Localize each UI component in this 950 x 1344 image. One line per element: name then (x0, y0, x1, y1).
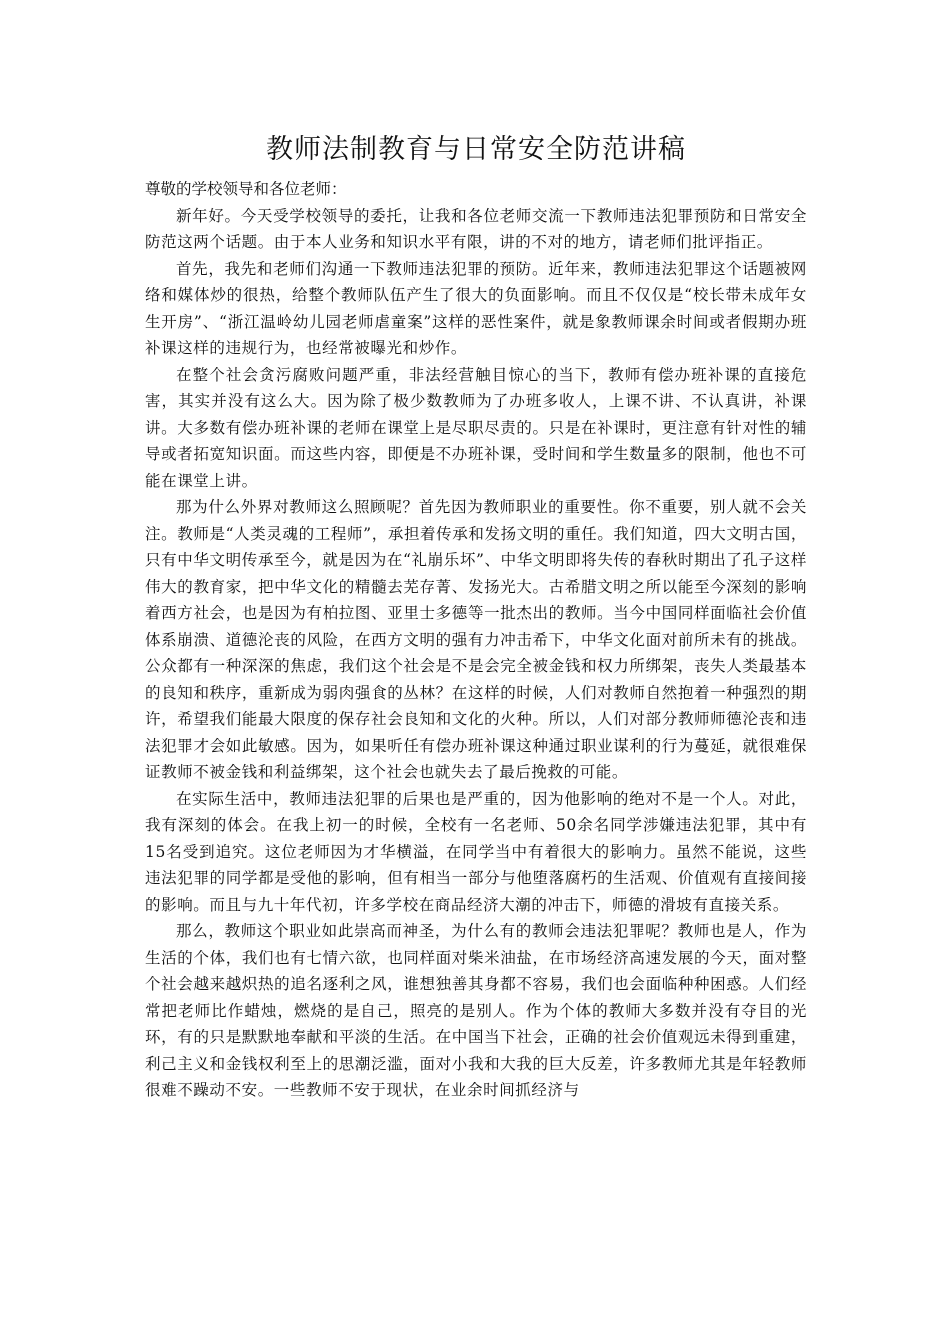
document-page (145, 128, 807, 1104)
paragraph-4: 那为什么外界对教师这么照顾呢？首先因为教师职业的重要性。你不重要，别人就不会关注。教师是“人类灵魂的工程师”，承担着传承和发扬文明的重任。我们知道，四大文明古国，只有中华文明传承至今，就是因为在“礼崩乐坏”、中华文明即将失传的春秋时期出了孔子这样伟大的教育家，把中华文化的精髓去芜存菁、发扬光大。古希腊文明之所以能至今深刻的影响着西方社会，也是因为有柏拉图、亚里士多德等一批杰出的教师。当今中国同样面临社会价值体系崩溃、道德沦丧的风险，在西方文明的强有力冲击希下，中华文化面对前所未有的挑战。公众都有一种深深的焦虑，我们这个社会是不是会完全被金钱和权力所绑架，丧失人类最基本的良知和秩序，重新成为弱肉强食的丛林？在这样的时候，人们对教师自然抱着一种强烈的期许，希望我们能最大限度的保存社会良知和文化的火种。所以，人们对部分教师师德沦丧和违法犯罪才会如此敏感。因为，如果听任有偿办班补课这种通过职业谋利的行为蔓延，就很难保证教师不被金钱和利益绑架，这个社会也就失去了最后挽救的可能。 (145, 498, 807, 781)
paragraph-5: 在实际生活中，教师违法犯罪的后果也是严重的，因为他影响的绝对不是一个人。对此，我有深刻的体会。在我上初一的时候，全校有一名老师、50余名同学涉嫌违法犯罪，其中有15名受到追究。这位老师因为才华横溢，在同学当中有着很大的影响力。虽然不能说，这些违法犯罪的同学都是受他的影响，但有相当一部分与他堕落腐朽的生活观、价值观有直接间接的影响。而且与九十年代初，许多学校在商品经济大潮的冲击下，师德的滑坡有直接关系。 (145, 789, 807, 914)
paragraph-1: 新年好。今天受学校领导的委托，让我和各位老师交流一下教师违法犯罪预防和日常安全防范这两个话题。由于本人业务和知识水平有限，讲的不对的地方，请老师们批评指正。 (145, 206, 807, 251)
document-title: 教师法制教育与日常安全防范讲稿 (266, 134, 686, 165)
paragraph-3: 在整个社会贪污腐败问题严重，非法经营触目惊心的当下，教师有偿办班补课的直接危害，其实并没有这么大。因为除了极少数教师为了办班多收人，上课不讲、不认真讲，补课讲。大多数有偿办班补课的老师在课堂上是尽职尽责的。只是在补课时，更注意有针对性的辅导或者拓宽知识面。而这些内容，即便是不办班补课，受时间和学生数量多的限制，他也不可能在课堂上讲。 (145, 365, 807, 490)
salutation: 尊敬的学校领导和各位老师： (145, 180, 347, 198)
paragraph-2: 首先，我先和老师们沟通一下教师违法犯罪的预防。近年来，教师违法犯罪这个话题被网络和媒体炒的很热，给整个教师队伍产生了很大的负面影响。而且不仅仅是“校长带未成年女生开房”、“浙江温岭幼儿园老师虐童案”这样的恶性案件，就是象教师课余时间或者假期办班补课这样的违规行为，也经常被曝光和炒作。 (145, 259, 807, 357)
paragraph-6: 那么，教师这个职业如此崇高而神圣，为什么有的教师会违法犯罪呢？教师也是人，作为生活的个体，我们也有七情六欲，也同样面对柴米油盐，在市场经济高速发展的今天，面对整个社会越来越炽热的追名逐利之风，谁想独善其身都不容易，我们也会面临种种困惑。人们经常把老师比作蜡烛，燃烧的是自己，照亮的是别人。作为个体的教师大多数并没有夺目的光环，有的只是默默地奉献和平淡的生活。在中国当下社会，正确的社会价值观远未得到重建，利己主义和金钱权利至上的思潮泛滥，面对小我和大我的巨大反差，许多教师尤其是年轻教师很难不躁动不安。一些教师不安于现状，在业余时间抓经济与 (145, 922, 807, 1099)
